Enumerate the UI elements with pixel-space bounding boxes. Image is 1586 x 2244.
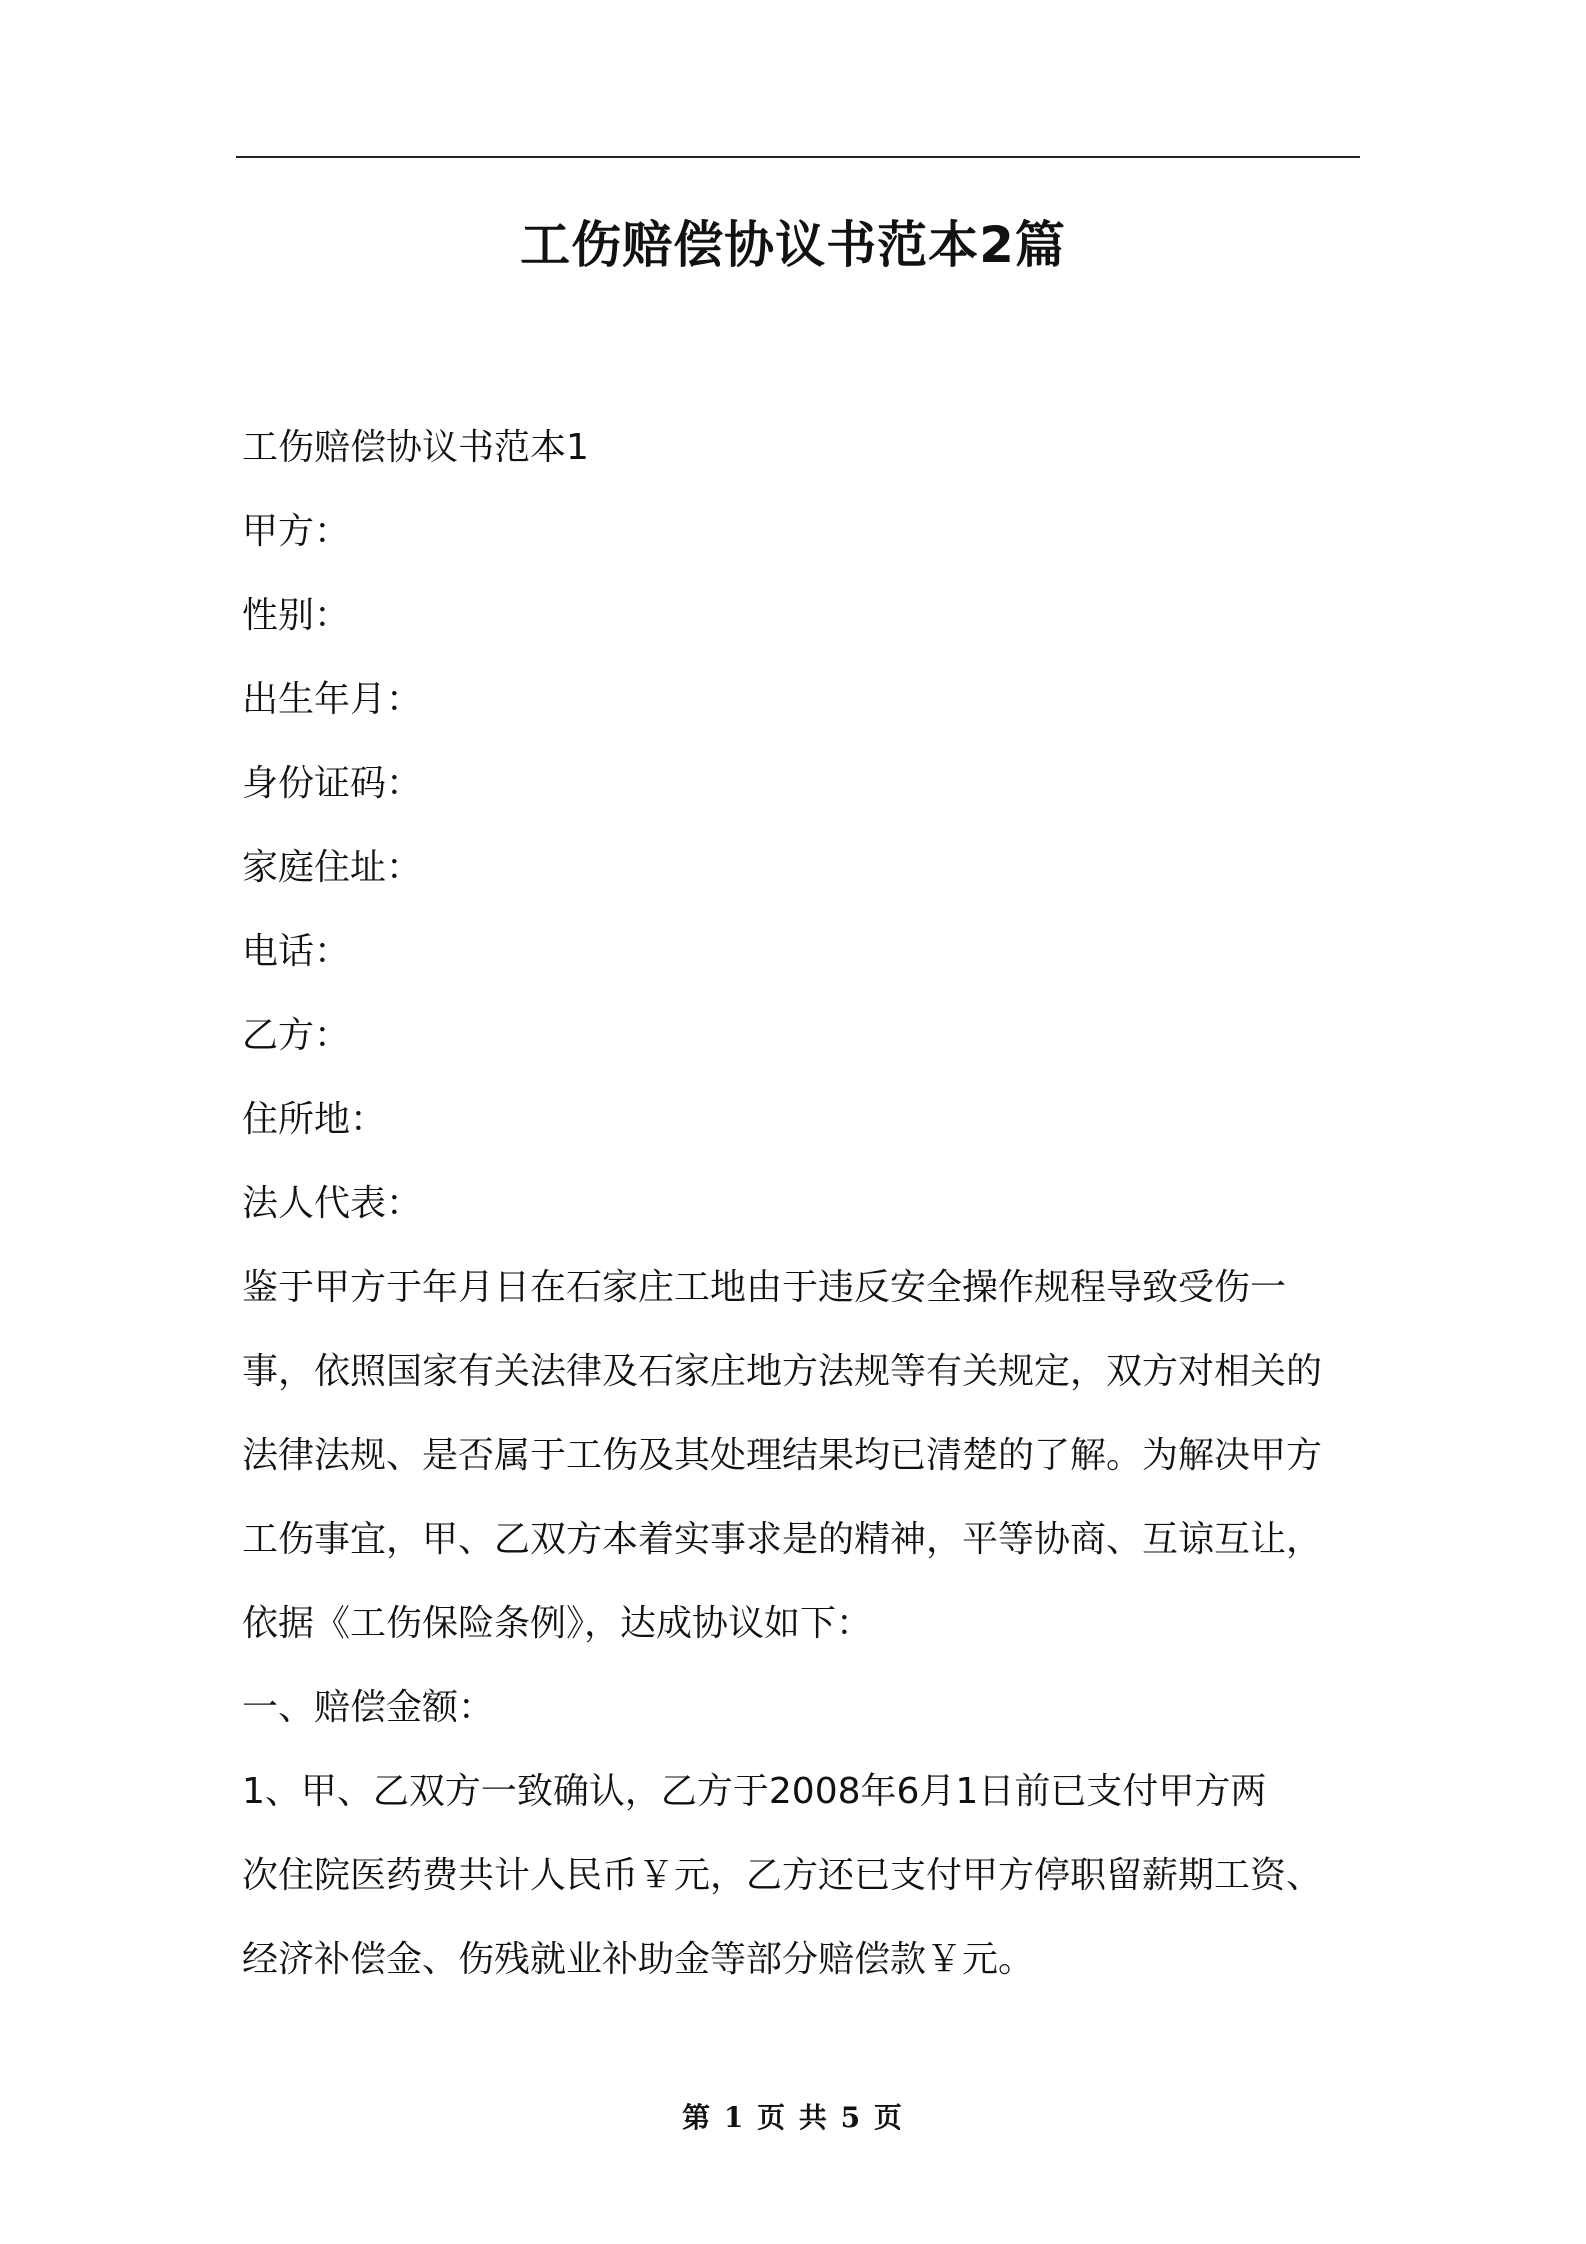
- document-body: [242, 406, 1368, 2002]
- gender-field: 性别：: [242, 595, 351, 636]
- section-heading: 一、赔偿金额：: [242, 1687, 495, 1728]
- home-address-field: 家庭住址：: [242, 847, 423, 888]
- document-title: 工伤赔偿协议书范本2篇: [520, 216, 1066, 274]
- legal-representative-field: 法人代表：: [242, 1183, 423, 1224]
- page-number: 第 1 页 共 5 页: [682, 2101, 904, 2134]
- paragraph-line: 次住院医药费共计人民币￥元，乙方还已支付甲方停职留薪期工资、: [242, 1855, 1323, 1896]
- clause-paragraph: [242, 1750, 1368, 2002]
- paragraph-line: 经济补偿金、伤残就业补助金等部分赔偿款￥元。: [242, 1939, 1035, 1980]
- paragraph-line: 1、甲、乙双方一致确认，乙方于2008年6月1日前已支付甲方两: [242, 1771, 1267, 1812]
- paragraph-line: 鉴于甲方于年月日在石家庄工地由于违反安全操作规程导致受伤一: [242, 1267, 1287, 1308]
- paragraph-line: 依据《工伤保险条例》，达成协议如下：: [242, 1603, 873, 1644]
- party-a-field: 甲方：: [242, 511, 351, 552]
- paragraph-line: 法律法规、是否属于工伤及其处理结果均已清楚的了解。为解决甲方: [242, 1435, 1323, 1476]
- residence-field: 住所地：: [242, 1099, 387, 1140]
- preamble-paragraph: [242, 1246, 1368, 1666]
- header-rule: [236, 156, 1360, 158]
- paragraph-line: 工伤事宜，甲、乙双方本着实事求是的精神，平等协商、互谅互让，: [242, 1519, 1323, 1560]
- id-number-field: 身份证码：: [242, 763, 423, 804]
- paragraph-line: 事，依照国家有关法律及石家庄地方法规等有关规定，双方对相关的: [242, 1351, 1323, 1392]
- phone-field: 电话：: [242, 931, 351, 972]
- subtitle-line: 工伤赔偿协议书范本1: [242, 427, 589, 468]
- party-b-field: 乙方：: [242, 1015, 351, 1056]
- birth-date-field: 出生年月：: [242, 679, 423, 720]
